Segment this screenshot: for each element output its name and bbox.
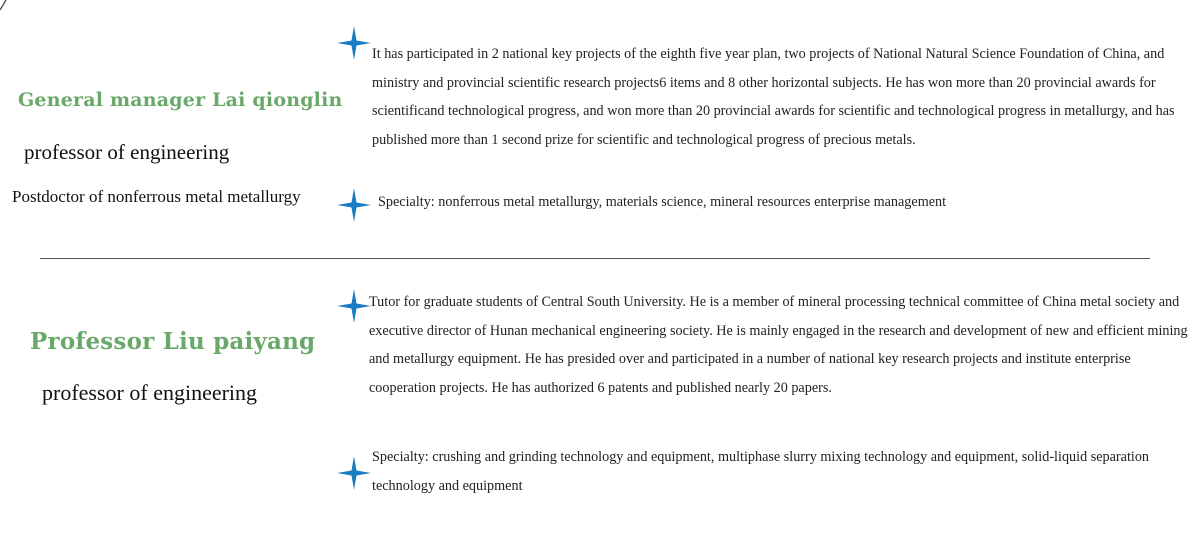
section-divider (40, 258, 1150, 259)
sparkle-star-icon (336, 288, 372, 324)
profile-name-liu: Professor Liu paiyang (30, 328, 316, 355)
profile-title-professor: professor of engineering (24, 140, 230, 164)
sparkle-star-icon (336, 187, 372, 223)
profile-name-lai: General manager Lai qionglin (18, 89, 343, 111)
profile-bio-liu: Tutor for graduate students of Central South University. He is a member of mineral processing technical committee of China metal society and executive director of Hunan mechanical engineering society. He is mainly engaged in the research and development of new and efficient mining and metallurgy equipment. He has presided over and participated in a number of national key research projects and institute enterprise cooperation projects. He has authorized 6 patents and published nearly 20 papers. (369, 294, 1188, 396)
profile-title-postdoctor: Postdoctor of nonferrous metal metallurgy (12, 187, 301, 206)
profile-specialty-liu: Specialty: crushing and grinding technology and equipment, multiphase slurry mixing technology and equipment, solid-liquid separation technology and equipment (372, 449, 1150, 494)
sparkle-star-icon (336, 25, 372, 61)
profile-title-professor: professor of engineering (42, 380, 258, 405)
corner-mark (0, 0, 8, 10)
sparkle-star-icon (336, 455, 372, 491)
profile-specialty-lai: Specialty: nonferrous metal metallurgy, materials science, mineral resources enterprise management (378, 194, 947, 210)
profile-bio-lai: It has participated in 2 national key projects of the eighth five year plan, two projects of National Natural Science Foundation of China, and ministry and provincial scientific research projects6 items and 8 other horizontal subjects. He has won more than 20 provincial awards for scientificand technological progress, and won more than 20 provincial awards for scientific and technological progress in metallurgy, and has published more than 1 second prize for scientific and technological progress of precious metals. (372, 46, 1175, 148)
